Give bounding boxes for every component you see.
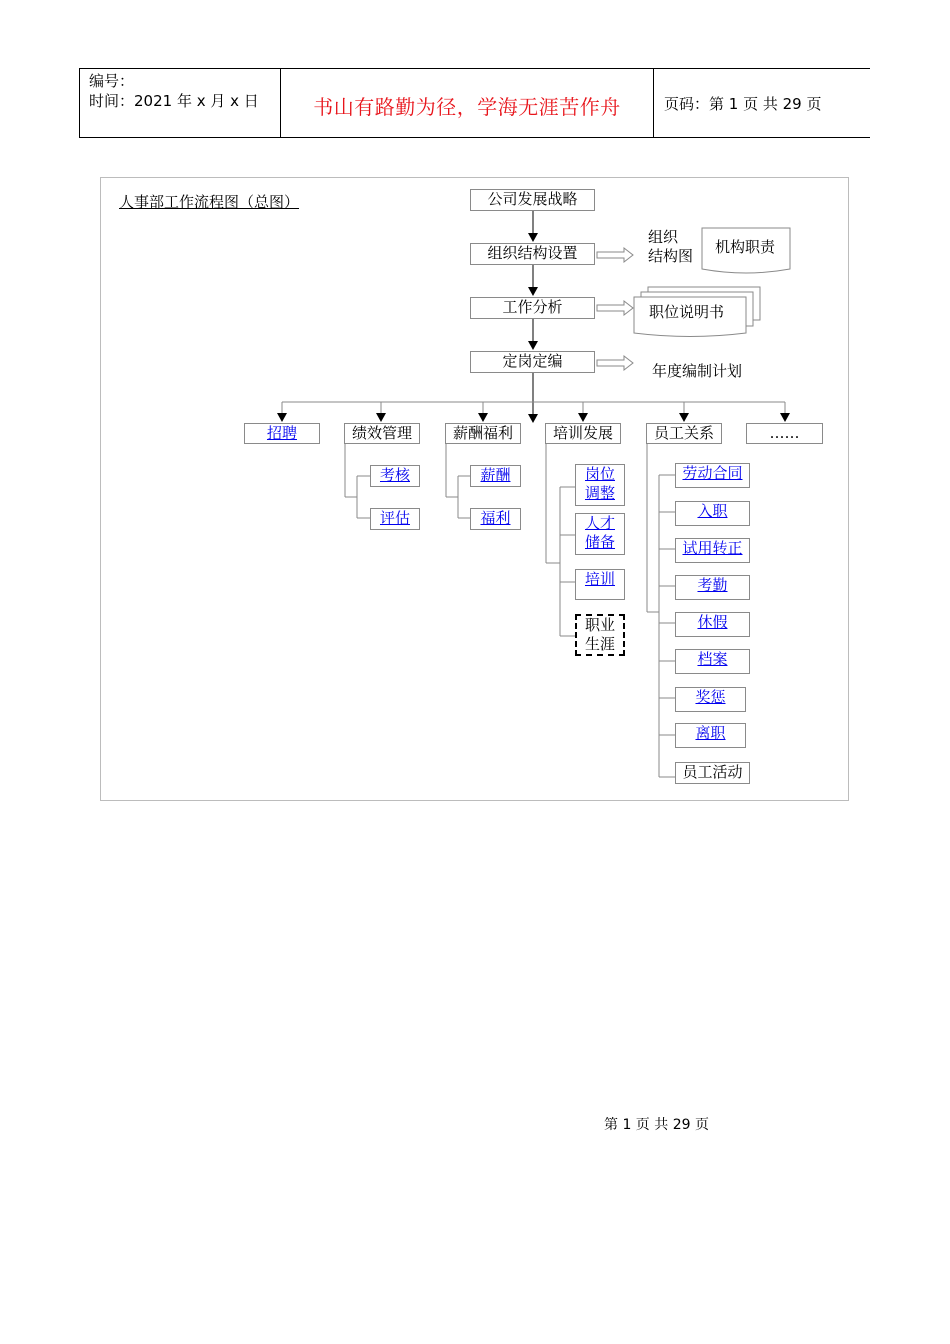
time-label: 时间：2021 年 x 月 x 日 bbox=[89, 92, 259, 110]
flow-staffing: 定岗定编 bbox=[470, 351, 595, 373]
branch-relations: 员工关系 bbox=[646, 423, 722, 444]
number-label: 编号： bbox=[89, 72, 135, 90]
footer-page-number: 第 1 页 共 29 页 bbox=[604, 1117, 709, 1133]
chart-title: 人事部工作流程图（总图） bbox=[119, 193, 300, 211]
branch-recruit[interactable]: 招聘 bbox=[244, 423, 320, 444]
item-archives[interactable]: 档案 bbox=[675, 649, 750, 674]
item-job-adjust[interactable]: 岗位调整 bbox=[575, 464, 625, 506]
item-assessment[interactable]: 考核 bbox=[370, 465, 420, 487]
item-staff-activities: 员工活动 bbox=[675, 762, 750, 784]
org-duties-label: 机构职责 bbox=[715, 238, 776, 256]
org-chart-label: 组织 结构图 bbox=[648, 228, 694, 265]
item-labor-contract[interactable]: 劳动合同 bbox=[675, 463, 750, 488]
item-benefits[interactable]: 福利 bbox=[470, 508, 521, 530]
item-training[interactable]: 培训 bbox=[575, 569, 625, 600]
item-onboarding[interactable]: 入职 bbox=[675, 501, 750, 526]
branch-training: 培训发展 bbox=[545, 423, 621, 444]
job-desc-label: 职位说明书 bbox=[649, 303, 725, 321]
branch-compensation: 薪酬福利 bbox=[445, 423, 521, 444]
item-probation[interactable]: 试用转正 bbox=[675, 538, 750, 563]
item-leave[interactable]: 休假 bbox=[675, 612, 750, 637]
flow-strategy: 公司发展战略 bbox=[470, 189, 595, 211]
item-attendance[interactable]: 考勤 bbox=[675, 575, 750, 600]
flow-org-structure: 组织结构设置 bbox=[470, 243, 595, 265]
motto: 书山有路勤为径，学海无涯苦作舟 bbox=[313, 95, 621, 119]
item-rewards[interactable]: 奖惩 bbox=[675, 687, 746, 712]
branch-performance: 绩效管理 bbox=[344, 423, 420, 444]
item-resignation[interactable]: 离职 bbox=[675, 723, 746, 748]
item-evaluation[interactable]: 评估 bbox=[370, 508, 420, 530]
item-talent-reserve[interactable]: 人才储备 bbox=[575, 513, 625, 555]
branch-more: …… bbox=[746, 423, 823, 444]
annual-plan-label: 年度编制计划 bbox=[652, 362, 743, 380]
item-career: 职业生涯 bbox=[575, 614, 625, 656]
page-info: 页码：第 1 页 共 29 页 bbox=[664, 95, 822, 113]
flow-job-analysis: 工作分析 bbox=[470, 297, 595, 319]
item-salary[interactable]: 薪酬 bbox=[470, 465, 521, 487]
